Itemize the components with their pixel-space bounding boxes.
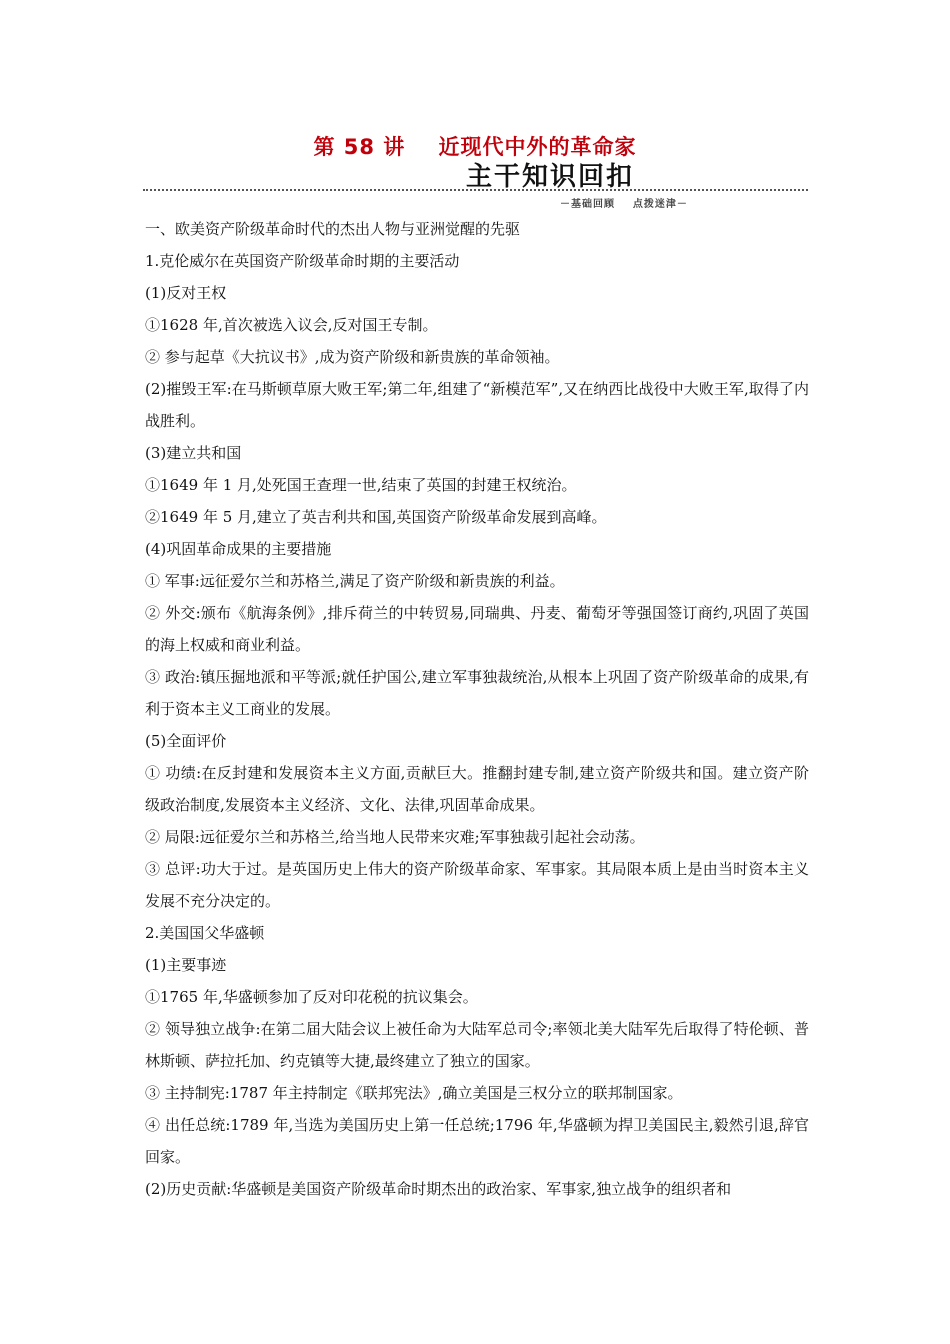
document-body (145, 213, 809, 1205)
paragraph: 2.美国国父华盛顿 (145, 924, 265, 942)
paragraph: (1)反对王权 (145, 284, 227, 302)
paragraph: ①1628 年,首次被选入议会,反对国王专制。 (145, 316, 438, 334)
paragraph: ③ 总评:功大于过。是英国历史上伟大的资产阶级革命家、军事家。其局限本质上是由当时资本主义发展不充分决定的。 (145, 860, 809, 910)
section-banner: 主干知识回扣 (466, 162, 635, 192)
paragraph: 1.克伦威尔在英国资产阶级革命时期的主要活动 (145, 252, 460, 270)
paragraph: ③ 政治:镇压掘地派和平等派;就任护国公,建立军事独裁统治,从根本上巩固了资产阶级革命的成果,有利于资本主义工商业的发展。 (145, 668, 809, 718)
paragraph: (4)巩固革命成果的主要措施 (145, 540, 332, 558)
paragraph: ②1649 年 5 月,建立了英吉利共和国,英国资产阶级革命发展到高峰。 (145, 508, 607, 526)
paragraph: (1)主要事迹 (145, 956, 227, 974)
paragraph: ② 领导独立战争:在第二届大陆会议上被任命为大陆军总司令;率领北美大陆军先后取得了特伦顿、普林斯顿、萨拉托加、约克镇等大捷,最终建立了独立的国家。 (145, 1020, 809, 1070)
paragraph: (2)摧毁王军:在马斯顿草原大败王军;第二年,组建了“新模范军”,又在纳西比战役中大败王军,取得了内战胜利。 (145, 380, 809, 430)
paragraph: ④ 出任总统:1789 年,当选为美国历史上第一任总统;1796 年,华盛顿为捍卫美国民主,毅然引退,辞官回家。 (145, 1116, 809, 1166)
paragraph: ③ 主持制宪:1787 年主持制定《联邦宪法》,确立美国是三权分立的联邦制国家。 (145, 1084, 683, 1102)
paragraph: (3)建立共和国 (145, 444, 242, 462)
paragraph: (2)历史贡献:华盛顿是美国资产阶级革命时期杰出的政治家、军事家,独立战争的组织者和 (145, 1180, 732, 1198)
paragraph: ② 参与起草《大抗议书》,成为资产阶级和新贵族的革命领袖。 (145, 348, 560, 366)
paragraph: (5)全面评价 (145, 732, 227, 750)
paragraph: ①1765 年,华盛顿参加了反对印花税的抗议集会。 (145, 988, 478, 1006)
dotted-divider (143, 189, 808, 191)
lesson-title: 第 58 讲 近现代中外的革命家 (313, 135, 637, 159)
paragraph: ② 外交:颁布《航海条例》,排斥荷兰的中转贸易,同瑞典、丹麦、葡萄牙等强国签订商约,巩固了英国的海上权威和商业利益。 (145, 604, 809, 654)
paragraph: 一、欧美资产阶级革命时代的杰出人物与亚洲觉醒的先驱 (145, 220, 521, 238)
paragraph: ①1649 年 1 月,处死国王查理一世,结束了英国的封建王权统治。 (145, 476, 577, 494)
paragraph: ① 功绩:在反封建和发展资本主义方面,贡献巨大。推翻封建专制,建立资产阶级共和国。建立资产阶级政治制度,发展资本主义经济、文化、法律,巩固革命成果。 (145, 764, 809, 814)
section-subtitle: －基础回顾 点拨迷津－ (560, 199, 688, 210)
paragraph: ② 局限:远征爱尔兰和苏格兰,给当地人民带来灾难;军事独裁引起社会动荡。 (145, 828, 645, 846)
paragraph: ① 军事:远征爱尔兰和苏格兰,满足了资产阶级和新贵族的利益。 (145, 572, 565, 590)
